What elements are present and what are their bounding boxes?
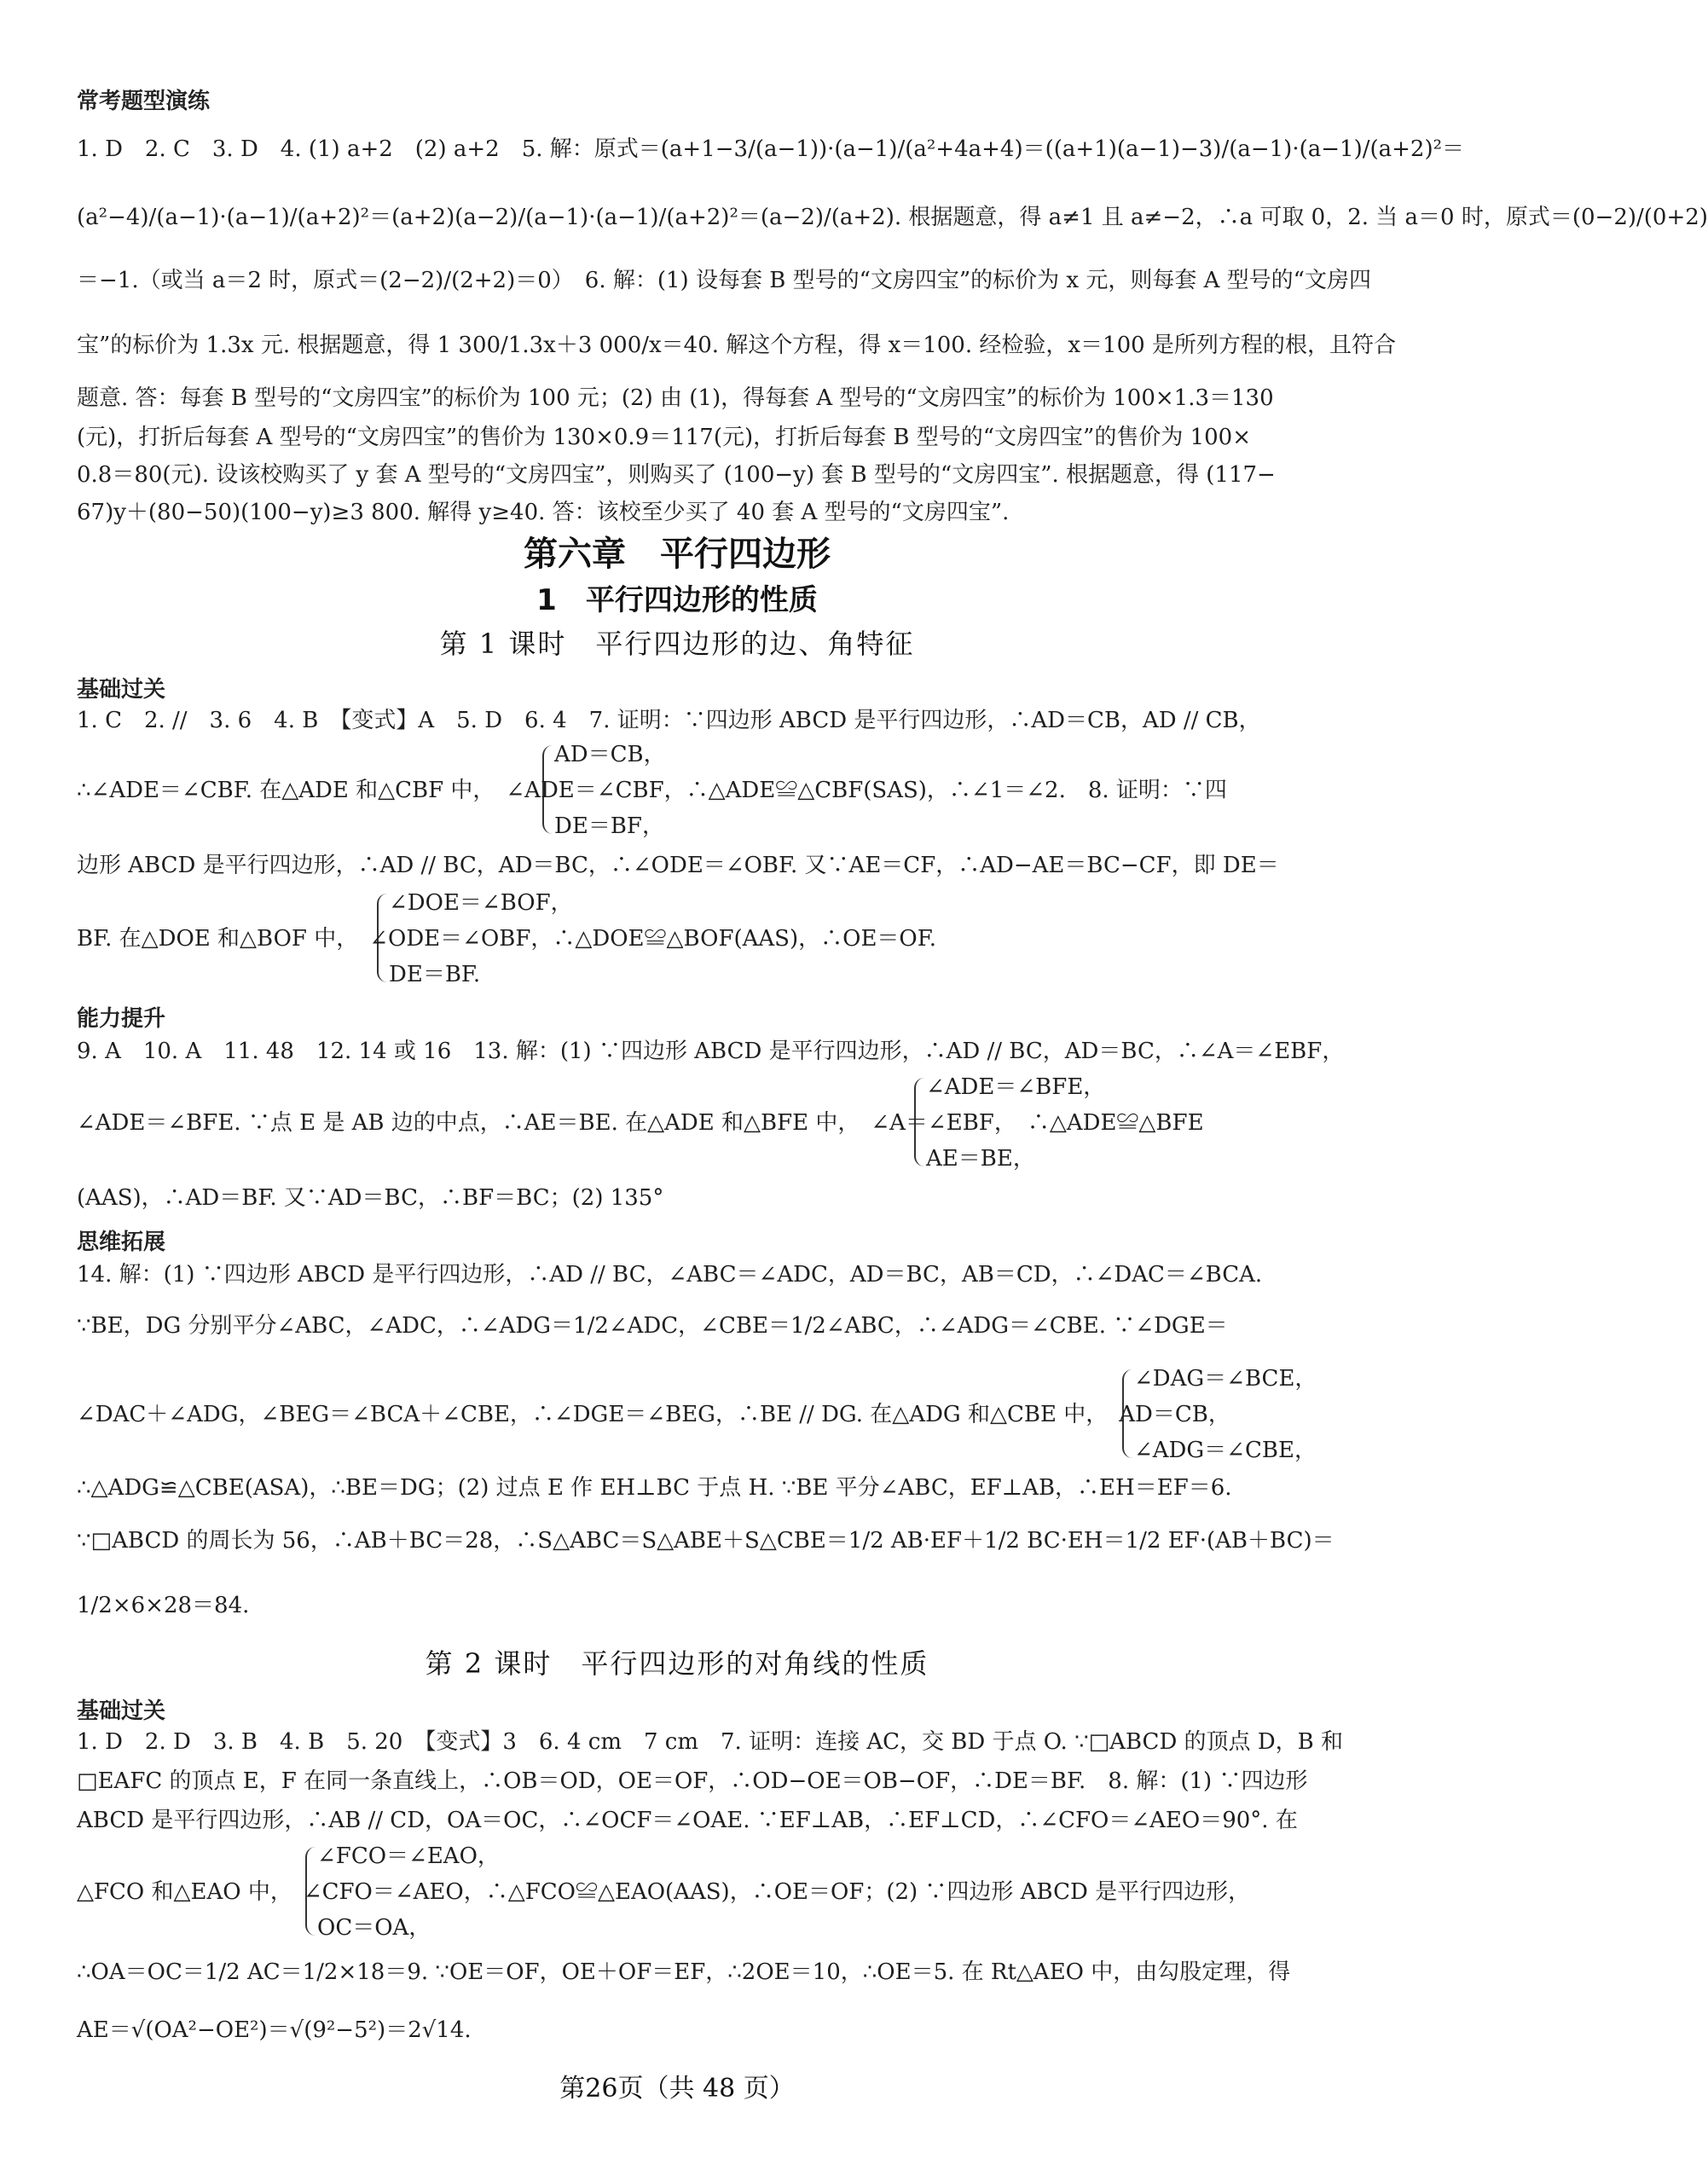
lesson1-basic-line-1: 1. C 2. // 3. 6 4. B 【变式】A 5. D 6. 4 7. 证明：∵四边形 ABCD 是平行四边形，∴AD＝CB，AD // CB， [77,708,1261,733]
lesson2-basic-line-2: □EAFC 的顶点 E，F 在同一条直线上，∴OB＝OD，OE＝OF，∴OD−OE＝OB−OF，∴DE＝BF. 8. 解：(1) ∵四边形 [77,1768,1308,1794]
practice-line-4: 宝”的标价为 1.3x 元. 根据题意，得 1 300/1.3x＋3 000/x＝40. 解这个方程，得 x＝100. 经检验，x＝100 是所列方程的根，且符合 [77,333,1396,358]
section-ability-heading: 能力提升 [77,1006,166,1032]
section-title: 1 平行四边形的性质 [536,583,818,617]
thinking-system-top: ∠DAG＝∠BCE， [1134,1366,1317,1392]
ability-line-3: (AAS)，∴AD＝BF. 又∵AD＝BC，∴BF＝BC；(2) 135° [77,1185,664,1211]
lesson2-basic-line-6: AE＝√(OA²−OE²)＝√(9²−5²)＝2√14. [77,2017,472,2043]
lesson1-basic-line-2: ∴∠ADE＝∠CBF. 在△ADE 和△CBF 中， ∠ADE＝∠CBF，∴△ADE≌△CBF(SAS)，∴∠1＝∠2. 8. 证明：∵四 [77,778,1227,803]
ability-system-top: ∠ADE＝∠BFE， [926,1074,1106,1100]
thinking-line-1: 14. 解：(1) ∵四边形 ABCD 是平行四边形，∴AD // BC，∠ABC＝∠ADC，AD＝BC，AB＝CD，∴∠DAC＝∠BCA. [77,1262,1263,1288]
thinking-line-5: ∵□ABCD 的周长为 56，∴AB＋BC＝28，∴S△ABC＝S△ABE＋S△CBE＝1/2 AB·EF＋1/2 BC·EH＝1/2 EF·(AB＋BC)＝ [77,1528,1335,1554]
chapter-title: 第六章 平行四边形 [524,535,831,574]
lesson1-basic-system2-bottom: DE＝BF. [389,962,481,987]
lesson2-basic-line-1: 1. D 2. D 3. B 4. B 5. 20 【变式】3 6. 4 cm 7 cm 7. 证明：连接 AC，交 BD 于点 O. ∵□ABCD 的顶点 D，B 和 [77,1729,1344,1755]
practice-line-7: 0.8＝80(元). 设该校购买了 y 套 A 型号的“文房四宝”，则购买了 (100−y) 套 B 型号的“文房四宝”. 根据题意，得 (117− [77,462,1276,488]
thinking-line-2: ∵BE，DG 分别平分∠ABC，∠ADC，∴∠ADG＝1/2∠ADC，∠CBE＝1/2∠ABC，∴∠ADG＝∠CBE. ∵∠DGE＝ [77,1313,1228,1339]
thinking-system-bottom: ∠ADG＝∠CBE， [1134,1438,1317,1463]
lesson1-basic-system2-top: ∠DOE＝∠BOF， [389,890,573,916]
section-basic-1-heading: 基础过关 [77,677,166,703]
section-practice-heading: 常考题型演练 [77,89,211,114]
thinking-line-6: 1/2×6×28＝84. [77,1593,250,1618]
practice-line-3: ＝−1.（或当 a＝2 时，原式＝(2−2)/(2+2)＝0） 6. 解：(1) 设每套 B 型号的“文房四宝”的标价为 x 元，则每套 A 型号的“文房四 [77,268,1371,293]
lesson1-basic-system-top: AD＝CB， [554,742,666,767]
practice-line-5: 题意. 答：每套 B 型号的“文房四宝”的标价为 100 元；(2) 由 (1)，得每套 A 型号的“文房四宝”的标价为 100×1.3＝130 [77,385,1274,411]
lesson2-basic-line-5: ∴OA＝OC＝1/2 AC＝1/2×18＝9. ∵OE＝OF，OE＋OF＝EF，∴2OE＝10，∴OE＝5. 在 Rt△AEO 中，由勾股定理，得 [77,1959,1291,1985]
lesson1-basic-line-3: 边形 ABCD 是平行四边形，∴AD // BC，AD＝BC，∴∠ODE＝∠OBF. 又∵AE＝CF，∴AD−AE＝BC−CF，即 DE＝ [77,853,1279,878]
lesson2-system-top: ∠FCO＝∠EAO， [317,1843,500,1869]
practice-line-2: (a²−4)/(a−1)·(a−1)/(a+2)²＝(a+2)(a−2)/(a−1)·(a−1)/(a+2)²＝(a−2)/(a+2). 根据题意，得 a≠1 且 a≠−2，∴a 可取 0，2. 当 a＝0 时，原式＝(0−2)/(0+2) [77,205,1708,230]
practice-line-6: (元)，打折后每套 A 型号的“文房四宝”的售价为 130×0.9＝117(元)，打折后每套 B 型号的“文房四宝”的售价为 100× [77,425,1252,450]
ability-line-1: 9. A 10. A 11. 48 12. 14 或 16 13. 解：(1) ∵四边形 ABCD 是平行四边形，∴AD // BC，AD＝BC，∴∠A＝∠EBF， [77,1039,1345,1064]
lesson-2-title: 第 2 课时 平行四边形的对角线的性质 [425,1647,929,1680]
page-footer: 第26页（共 48 页） [559,2074,795,2104]
ability-system-bottom: AE＝BE， [926,1146,1035,1172]
lesson1-basic-line-4: BF. 在△DOE 和△BOF 中， ∠ODE＝∠OBF，∴△DOE≌△BOF(AAS)，∴OE＝OF. [77,926,936,952]
lesson1-basic-system-bottom: DE＝BF， [554,813,664,839]
section-basic-2-heading: 基础过关 [77,1699,166,1724]
lesson2-basic-line-3: ABCD 是平行四边形，∴AB // CD，OA＝OC，∴∠OCF＝∠OAE. ∵EF⊥AB，∴EF⊥CD，∴∠CFO＝∠AEO＝90°. 在 [77,1808,1298,1833]
lesson2-basic-line-4: △FCO 和△EAO 中， ∠CFO＝∠AEO，∴△FCO≌△EAO(AAS)，∴OE＝OF；(2) ∵四边形 ABCD 是平行四边形， [77,1879,1251,1905]
section-thinking-heading: 思维拓展 [77,1230,166,1255]
lesson-1-title: 第 1 课时 平行四边形的边、角特征 [439,628,915,660]
thinking-line-3: ∠DAC＋∠ADG，∠BEG＝∠BCA＋∠CBE，∴∠DGE＝∠BEG，∴BE // DG. 在△ADG 和△CBE 中， AD＝CB， [77,1402,1230,1427]
practice-line-8: 67)y＋(80−50)(100−y)≥3 800. 解得 y≥40. 答：该校至少买了 40 套 A 型号的“文房四宝”. [77,500,1010,525]
practice-line-1: 1. D 2. C 3. D 4. (1) a+2 (2) a+2 5. 解：原式＝(a+1−3/(a−1))·(a−1)/(a²+4a+4)＝((a+1)(a−1)−3)/(a−1)·(a−1)/(a+2)²＝ [77,136,1465,162]
ability-line-2: ∠ADE＝∠BFE. ∵点 E 是 AB 边的中点，∴AE＝BE. 在△ADE 和△BFE 中， ∠A＝∠EBF， ∴△ADE≌△BFE [77,1110,1204,1136]
thinking-line-4: ∴△ADG≌△CBE(ASA)，∴BE＝DG；(2) 过点 E 作 EH⊥BC 于点 H. ∵BE 平分∠ABC，EF⊥AB，∴EH＝EF＝6. [77,1475,1232,1501]
lesson2-system-bottom: OC＝OA， [317,1915,431,1941]
